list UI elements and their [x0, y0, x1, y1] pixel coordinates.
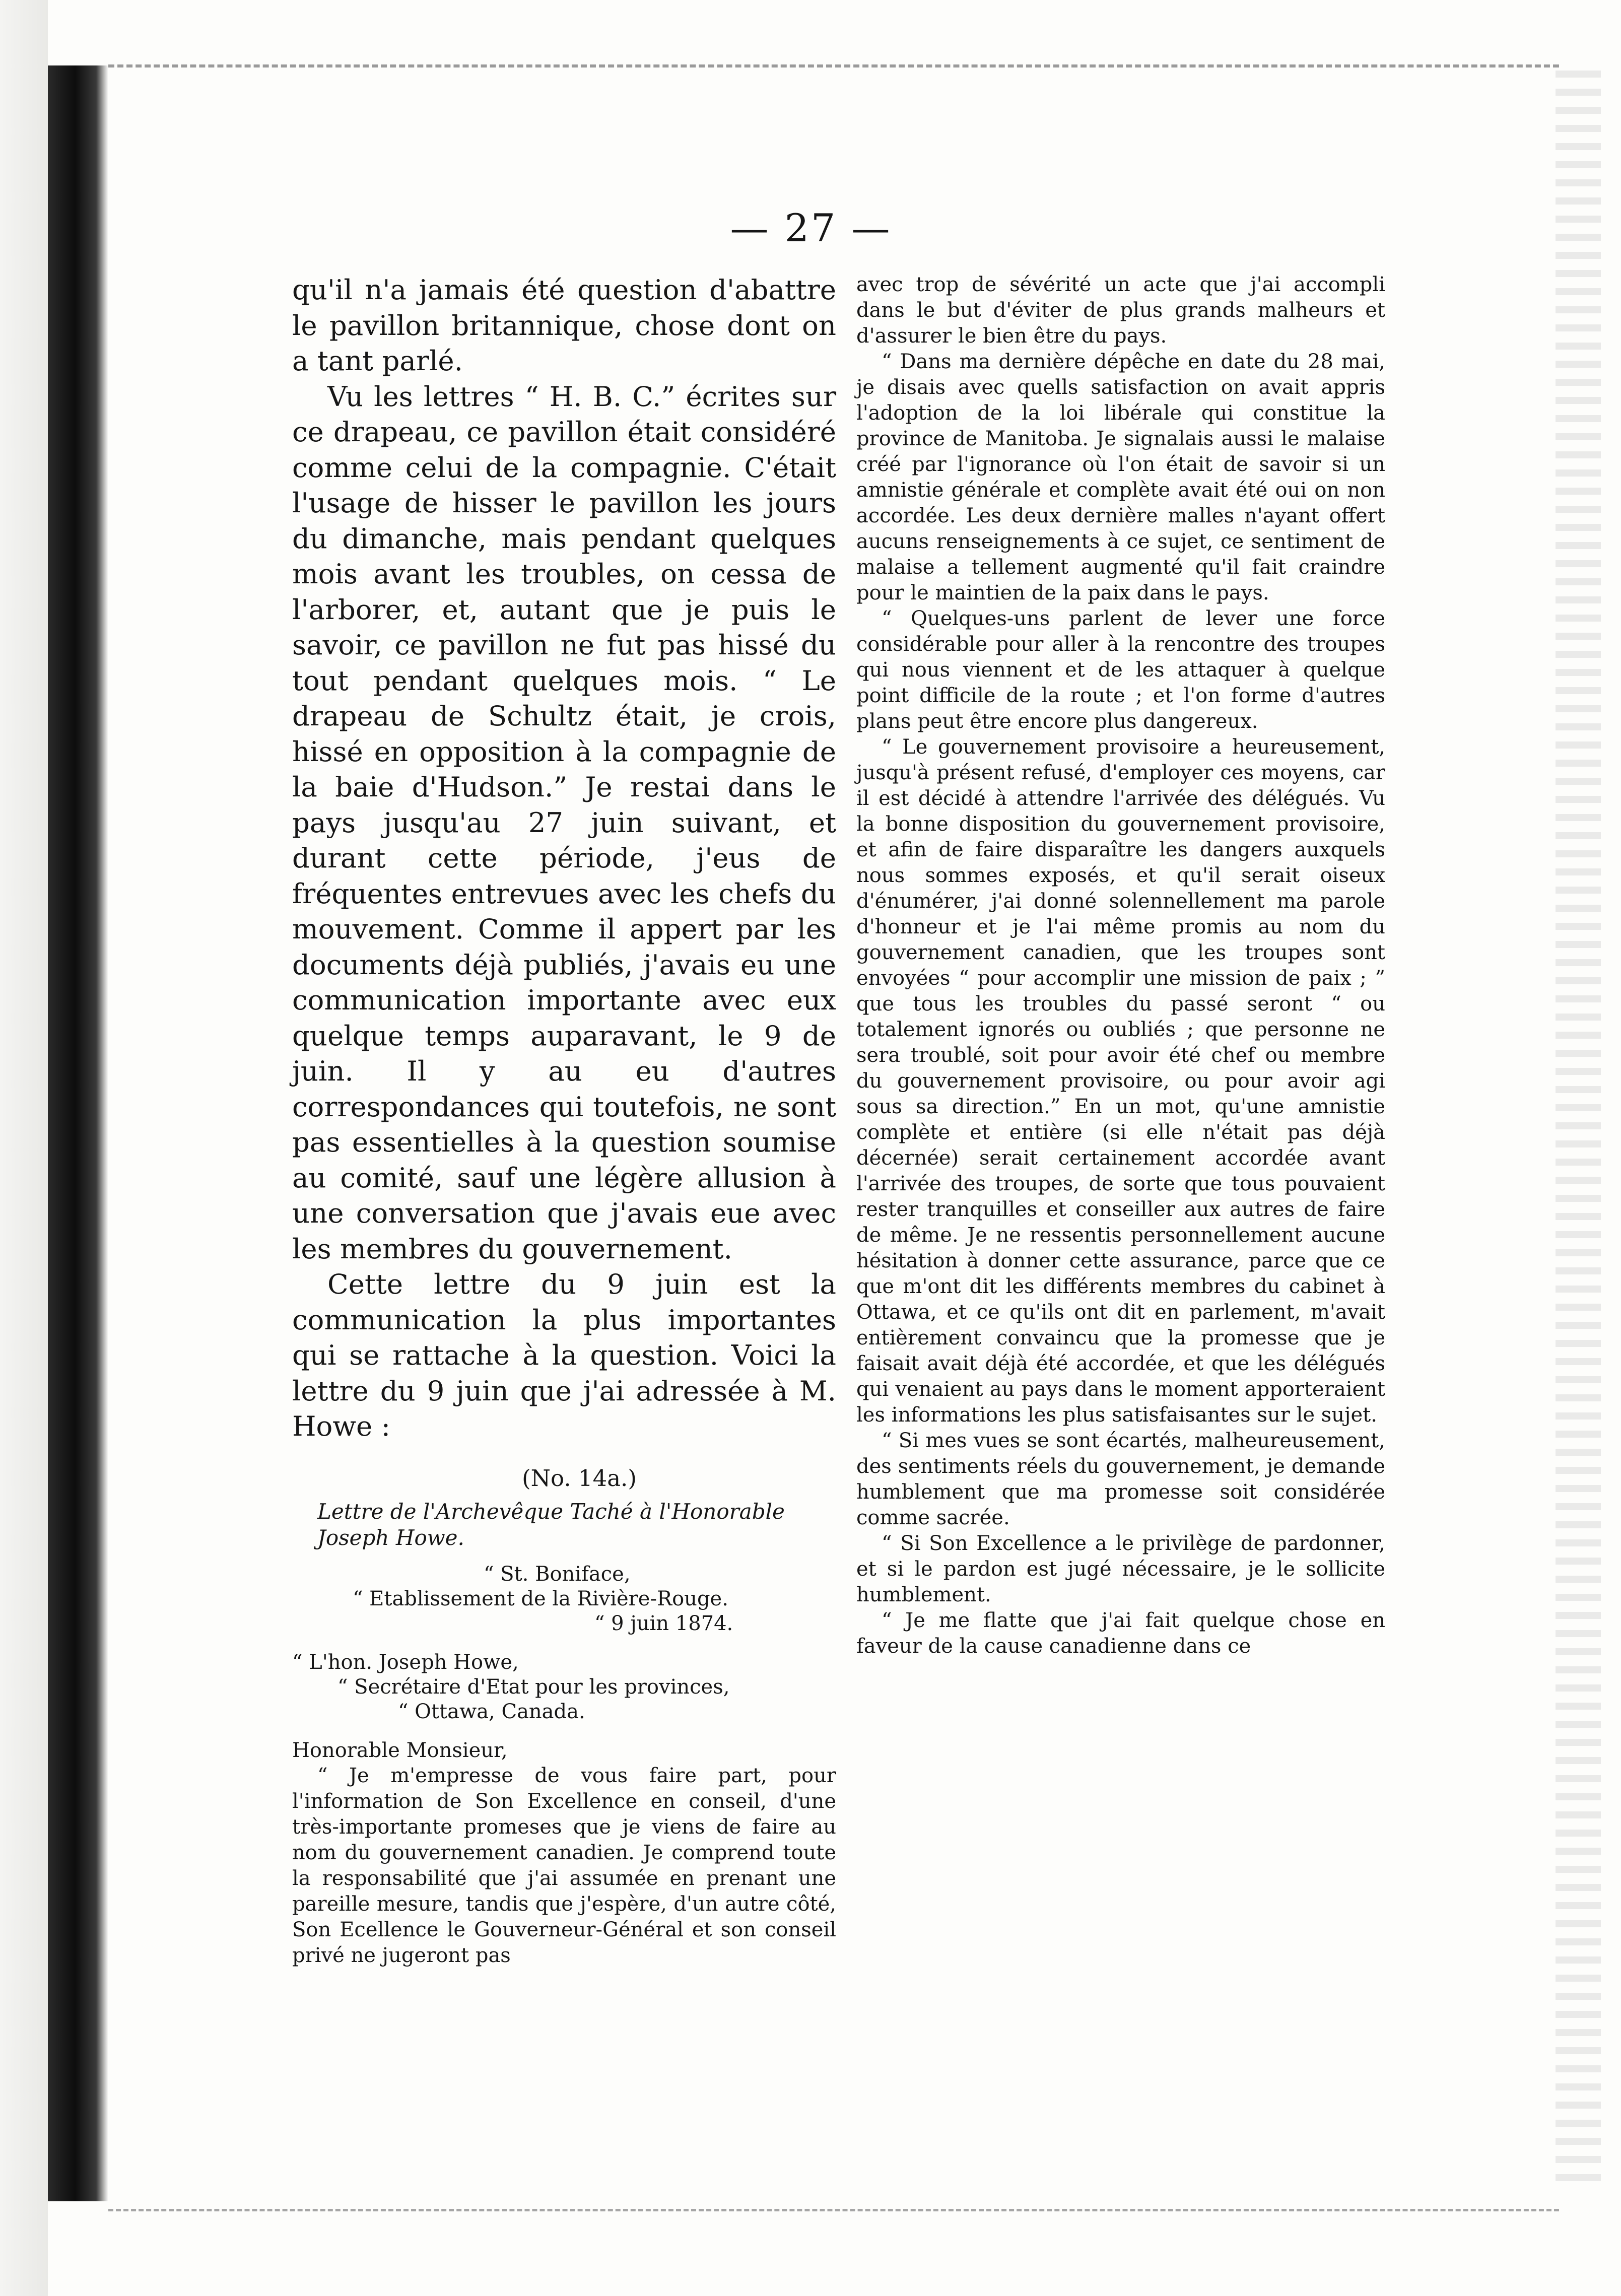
letter-body — [292, 1763, 836, 1969]
address-line: “ Etablissement de la Rivière-Rouge. — [353, 1587, 728, 1610]
paragraph: “ Si Son Excellence a le privilège de pardonner, et si le pardon est jugé nécessaire, je le sollicite humblement. — [856, 1532, 1385, 1606]
document-number: (No. 14a.) — [522, 1464, 637, 1492]
paragraph: avec trop de sévérité un acte que j'ai accompli dans le but d'éviter de plus grands malheurs et d'assurer le bien être du pays. — [856, 273, 1385, 348]
document-title: Lettre de l'Archevêque Taché à l'Honorable Joseph Howe. — [317, 1499, 785, 1550]
book-binding-edge — [48, 65, 108, 2201]
paragraph: “ Je m'empresse de vous faire part, pour l'information de Son Excellence en conseil, d'une très-importante promeses que je viens de faire au nom du gouvernement canadien. Je comprend toute la responsabilité que j'ai assumée en prenant une pareille mesure, tandis que j'espère, d'un autre côté, Son Ecellence le Gouverneur-Général et son conseil privé ne jugeront pas — [292, 1764, 836, 1967]
scan-binding-shadow — [0, 0, 48, 2296]
salutation: Honorable Monsieur, — [292, 1738, 508, 1762]
left-column-body — [292, 272, 836, 1444]
letter-address-block — [292, 1562, 836, 1763]
recipient-line: “ L'hon. Joseph Howe, — [292, 1650, 519, 1674]
paragraph: “ Je me flatte que j'ai fait quelque chose en faveur de la cause canadienne dans ce — [856, 1609, 1385, 1658]
address-line: “ St. Boniface, — [484, 1562, 631, 1586]
letter-date: “ 9 juin 1874. — [594, 1611, 733, 1635]
paragraph: Cette lettre du 9 juin est la communication la plus importantes qui se rattache à la question. Voici la lettre du 9 juin que j'ai adressée à M. Howe : — [292, 1268, 836, 1442]
left-column — [292, 272, 836, 1969]
right-column — [856, 272, 1385, 1659]
paragraph: Vu les lettres “ H. B. C.” écrites sur ce drapeau, ce pavillon était considéré comme celui de la compagnie. C'était l'usage de hisser le pavillon les jours du dimanche, mais pendant quelques mois avant les troubles, on cessa de l'arborer, et, autant que je puis le savoir, ce pavillon ne fut pas hissé du tout pendant quelques mois. “ Le drapeau de Schultz était, je crois, hissé en opposition à la compagnie de la baie d'Hudson.” Je restai dans le pays jusqu'au 27 juin suivant, et durant cette période, j'eus de fréquentes entrevues avec les chefs du mouvement. Comme il appert par les documents déjà publiés, j'avais eu une communication importante avec eux quelque temps auparavant, le 9 de juin. Il y au eu d'autres correspondances qui toutefois, ne sont pas essentielles à la question soumise au comité, sauf une légère allusion à une conversation que j'avais eue avec les membres du gouvernement. — [292, 380, 836, 1265]
recipient-line: “ Secrétaire d'Etat pour les provinces, — [337, 1675, 730, 1699]
paragraph: qu'il n'a jamais été question d'abattre le pavillon britannique, chose dont on a tant parlé. — [292, 274, 836, 377]
page-right-edge — [1556, 71, 1601, 2186]
paragraph: “ Quelques-uns parlent de lever une force considérable pour aller à la rencontre des troupes qui nous viennent et de les attaquer à quelque point difficile de la route ; et l'on forme d'autres plans peut être encore plus dangereux. — [856, 607, 1385, 733]
page-top-edge — [108, 64, 1559, 67]
page-bottom-edge — [108, 2209, 1559, 2211]
recipient-line: “ Ottawa, Canada. — [398, 1700, 585, 1723]
paragraph: “ Dans ma dernière dépêche en date du 28 mai, je disais avec quells satisfaction on avait appris l'adoption de la loi libérale qui constitue la province de Manitoba. Je signalais aussi le malaise créé par l'ignorance où l'on était de savoir si un amnistie générale et complète avait été oui on non accordée. Les deux dernière malles n'ayant offert aucuns renseignements à ce sujet, ce sentiment de malaise a tellement augmenté qu'il fait craindre pour le maintien de la paix dans le pays. — [856, 350, 1385, 604]
page-number: — 27 — — [730, 206, 892, 250]
paragraph: “ Le gouvernement provisoire a heureusement, jusqu'à présent refusé, d'employer ces moyens, car il est décidé à attendre l'arrivée des délégués. Vu la bonne disposition du gouvernement provisoire, et afin de faire disparaître les dangers auxquels nous sommes exposés, et qu'il serait oiseux d'énumérer, j'ai donné solennellement ma parole d'honneur et je l'ai même promis au nom du gouvernement canadien, que les troupes sont envoyées “ pour accomplir une mission de paix ; ” que tous les troubles du passé seront “ ou totalement ignorés ou oubliés ; que personne ne sera troublé, soit pour avoir été chef ou membre du gouvernement provisoire, ou pour avoir agi sous sa direction.” En un mot, qu'une amnistie complète et entière (si elle n'était pas déjà décernée) serait certainement accordée avant l'arrivée des troupes, de sorte que tous pouvaient rester tranquilles et conseiller aux autres de faire de même. Je ne ressentis personnellement aucune hésitation à donner cette assurance, parce que ce que m'ont dit les différents membres du cabinet à Ottawa, et ce qu'ils ont dit en parlement, m'avait entièrement convaincu que la promesse que je faisait avait déjà été accordée, et que les délégués qui venaient au pays dans le moment apporteraient les informations les plus satisfaisantes sur le sujet. — [856, 735, 1385, 1427]
paragraph: “ Si mes vues se sont écartés, malheureusement, des sentiments réels du gouvernement, je demande humblement que ma promesse soit considérée comme sacrée. — [856, 1429, 1385, 1529]
